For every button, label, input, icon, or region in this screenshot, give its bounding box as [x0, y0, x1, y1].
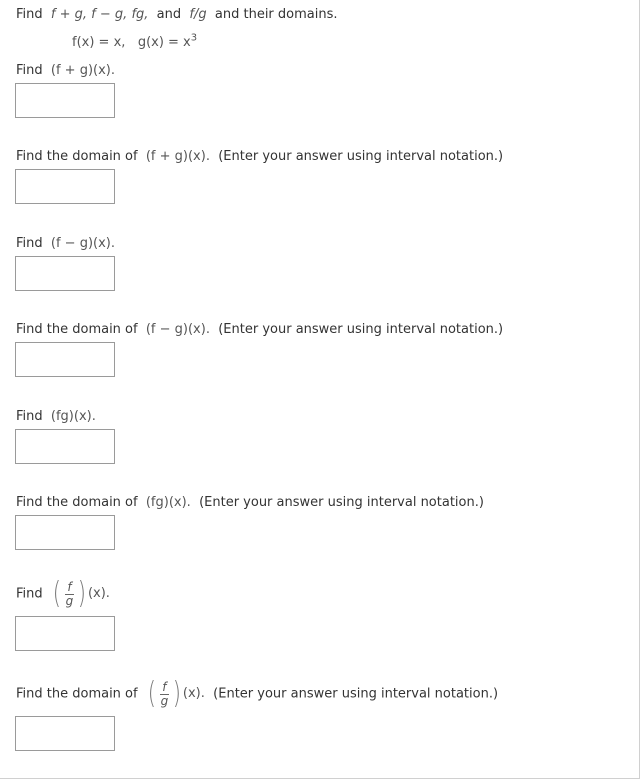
- g-definition: g(x) = x: [137, 35, 191, 50]
- question-8-tail: (x).: [182, 686, 205, 701]
- right-paren: ): [78, 576, 87, 611]
- intro-f-minus-g: f − g,: [91, 7, 128, 22]
- question-4-note: (Enter your answer using interval notation.): [218, 322, 504, 337]
- answer-input-quotient-domain[interactable]: [15, 716, 115, 751]
- question-2-note: (Enter your answer using interval notation.): [218, 149, 504, 164]
- question-1-expr: (f + g)(x).: [50, 63, 116, 78]
- fraction-denominator: g: [65, 593, 74, 608]
- question-7-find: Find: [16, 586, 43, 602]
- answer-input-product-domain[interactable]: [15, 515, 115, 550]
- question-1-prompt: [16, 62, 115, 80]
- question-5-expr: (fg)(x).: [50, 409, 96, 424]
- question-8-prompt: [16, 678, 498, 711]
- f-definition: f(x) = x,: [72, 35, 126, 50]
- question-7-tail: (x).: [87, 586, 110, 601]
- question-6-note: (Enter your answer using interval notation.): [199, 495, 484, 510]
- fraction: [64, 581, 76, 608]
- question-8-find: Find the domain of: [16, 686, 138, 702]
- quotient-expression: [146, 678, 205, 710]
- question-4-prompt: [16, 321, 503, 339]
- fraction-numerator: f: [162, 679, 167, 694]
- g-exponent: 3: [190, 32, 198, 44]
- question-5-prompt: [16, 408, 96, 426]
- fraction-denominator: g: [160, 693, 169, 708]
- question-6-expr: (fg)(x).: [145, 495, 191, 510]
- question-4-expr: (f − g)(x).: [145, 322, 210, 337]
- answer-input-difference[interactable]: [15, 256, 115, 291]
- question-5-find: Find: [16, 409, 43, 424]
- intro-and: and: [156, 7, 182, 22]
- intro-fg: fg,: [131, 7, 149, 22]
- question-2-prompt: [16, 148, 503, 166]
- fraction: [159, 681, 171, 708]
- question-1-find: Find: [16, 63, 43, 78]
- left-paren: (: [52, 576, 61, 611]
- definitions-line: [72, 34, 197, 52]
- answer-input-product[interactable]: [15, 429, 115, 464]
- question-7-prompt: [16, 578, 110, 611]
- question-6-prompt: [16, 494, 484, 512]
- answer-input-difference-domain[interactable]: [15, 342, 115, 377]
- quotient-expression: [51, 578, 110, 610]
- answer-input-sum-domain[interactable]: [15, 169, 115, 204]
- fraction-numerator: f: [67, 579, 72, 594]
- answer-input-sum[interactable]: [15, 83, 115, 118]
- intro-line: [16, 6, 338, 24]
- question-2-find: Find the domain of: [16, 149, 138, 164]
- question-3-expr: (f − g)(x).: [50, 236, 116, 251]
- intro-prefix: Find: [16, 7, 43, 22]
- question-6-find: Find the domain of: [16, 495, 138, 510]
- intro-f-plus-g: f + g,: [50, 7, 88, 22]
- answer-input-quotient[interactable]: [15, 616, 115, 651]
- intro-f-over-g: f/g: [189, 7, 207, 22]
- intro-suffix: and their domains.: [214, 7, 338, 22]
- question-3-find: Find: [16, 236, 43, 251]
- right-paren: ): [172, 676, 182, 711]
- question-2-expr: (f + g)(x).: [145, 149, 210, 164]
- question-3-prompt: [16, 235, 115, 253]
- question-8-note: (Enter your answer using interval notation.): [213, 686, 499, 702]
- left-paren: (: [147, 676, 156, 711]
- question-4-find: Find the domain of: [16, 322, 138, 337]
